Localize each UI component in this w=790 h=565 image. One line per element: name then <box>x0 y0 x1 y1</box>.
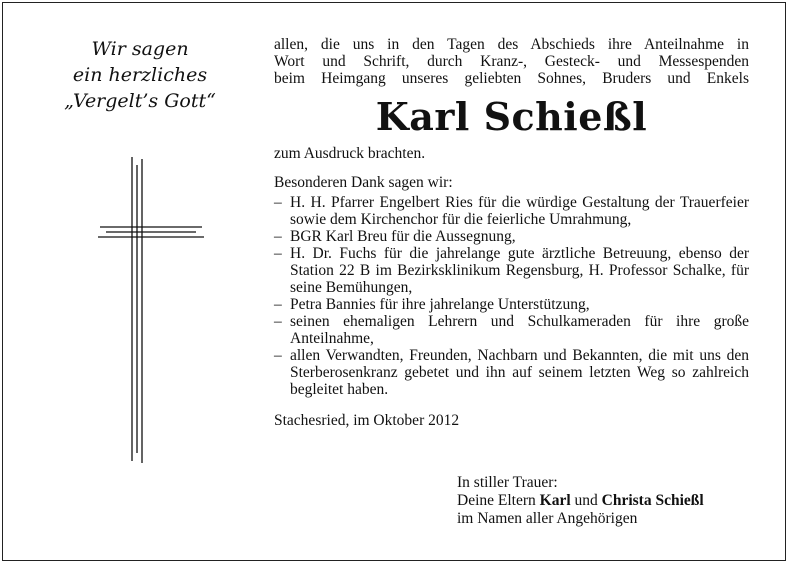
list-item <box>274 347 749 398</box>
dash-glyph: – <box>274 296 282 313</box>
list-item <box>274 313 749 347</box>
parent-name-2: Christa Schießl <box>601 492 704 509</box>
thanks-list <box>274 194 749 398</box>
heading-line-3: „Vergelt’s Gott“ <box>64 90 216 112</box>
list-item <box>274 245 749 296</box>
heading-line-1: Wir sagen <box>91 38 189 60</box>
notice-body <box>274 36 749 429</box>
list-item-text: allen Verwandten, Freunden, Nachbarn und Bekannten, die mit uns den Sterberosenkranz gebetet und ihn auf seinem letzten Weg so zahlreich begleitet haben. <box>290 347 749 398</box>
list-item-text: BGR Karl Breu für die Aussegnung, <box>290 228 516 245</box>
intro-line-3: beim Heimgang unseres geliebten Sohnes, Bruders und Enkels <box>274 70 749 87</box>
closing-prefix: Deine Eltern <box>457 492 536 509</box>
closing-conjunction: und <box>574 492 598 509</box>
intro-line-2: Wort und Schrift, durch Kranz-, Gesteck- und Messespenden <box>274 53 749 70</box>
dash-glyph: – <box>274 194 282 211</box>
closing-line-2 <box>457 492 757 510</box>
thanks-list-heading: Besonderen Dank sagen wir: <box>274 174 453 191</box>
parent-name-1: Karl <box>539 492 571 509</box>
dash-glyph: – <box>274 228 282 245</box>
dash-glyph: – <box>274 313 282 330</box>
thanks-heading-left <box>40 36 240 114</box>
heading-line-2: ein herzliches <box>72 64 208 86</box>
list-item-text: seinen ehemaligen Lehrern und Schulkameraden für ihre große Anteilnahme, <box>290 313 749 347</box>
list-item-text: H. H. Pfarrer Engelbert Ries für die würdige Gestaltung der Trauerfeier sowie dem Kirchenchor für die feierliche Umrahmung, <box>290 194 749 228</box>
after-name-text: zum Ausdruck brachten. <box>274 145 426 162</box>
intro-paragraph <box>274 36 749 87</box>
list-item <box>274 194 749 228</box>
place-date: Stachesried, im Oktober 2012 <box>274 412 460 429</box>
list-item <box>274 228 749 245</box>
list-item-text: H. Dr. Fuchs für die jahrelange gute ärztliche Betreuung, ebenso der Station 22 B im Bezirksklinikum Regensburg, H. Professor Schalke, für seine Bemühungen, <box>290 245 749 296</box>
list-item-text: Petra Bannies für ihre jahrelange Unterstützung, <box>290 296 590 313</box>
dash-glyph: – <box>274 347 282 364</box>
closing-signature <box>457 474 757 528</box>
cross-icon <box>96 155 206 465</box>
list-item <box>274 296 749 313</box>
closing-line-3: im Namen aller Angehörigen <box>457 510 638 527</box>
closing-line-1: In stiller Trauer: <box>457 474 558 491</box>
dash-glyph: – <box>274 245 282 262</box>
deceased-name: Karl Schießl <box>375 94 648 139</box>
intro-line-1: allen, die uns in den Tagen des Abschieds ihre Anteilnahme in <box>274 36 749 53</box>
